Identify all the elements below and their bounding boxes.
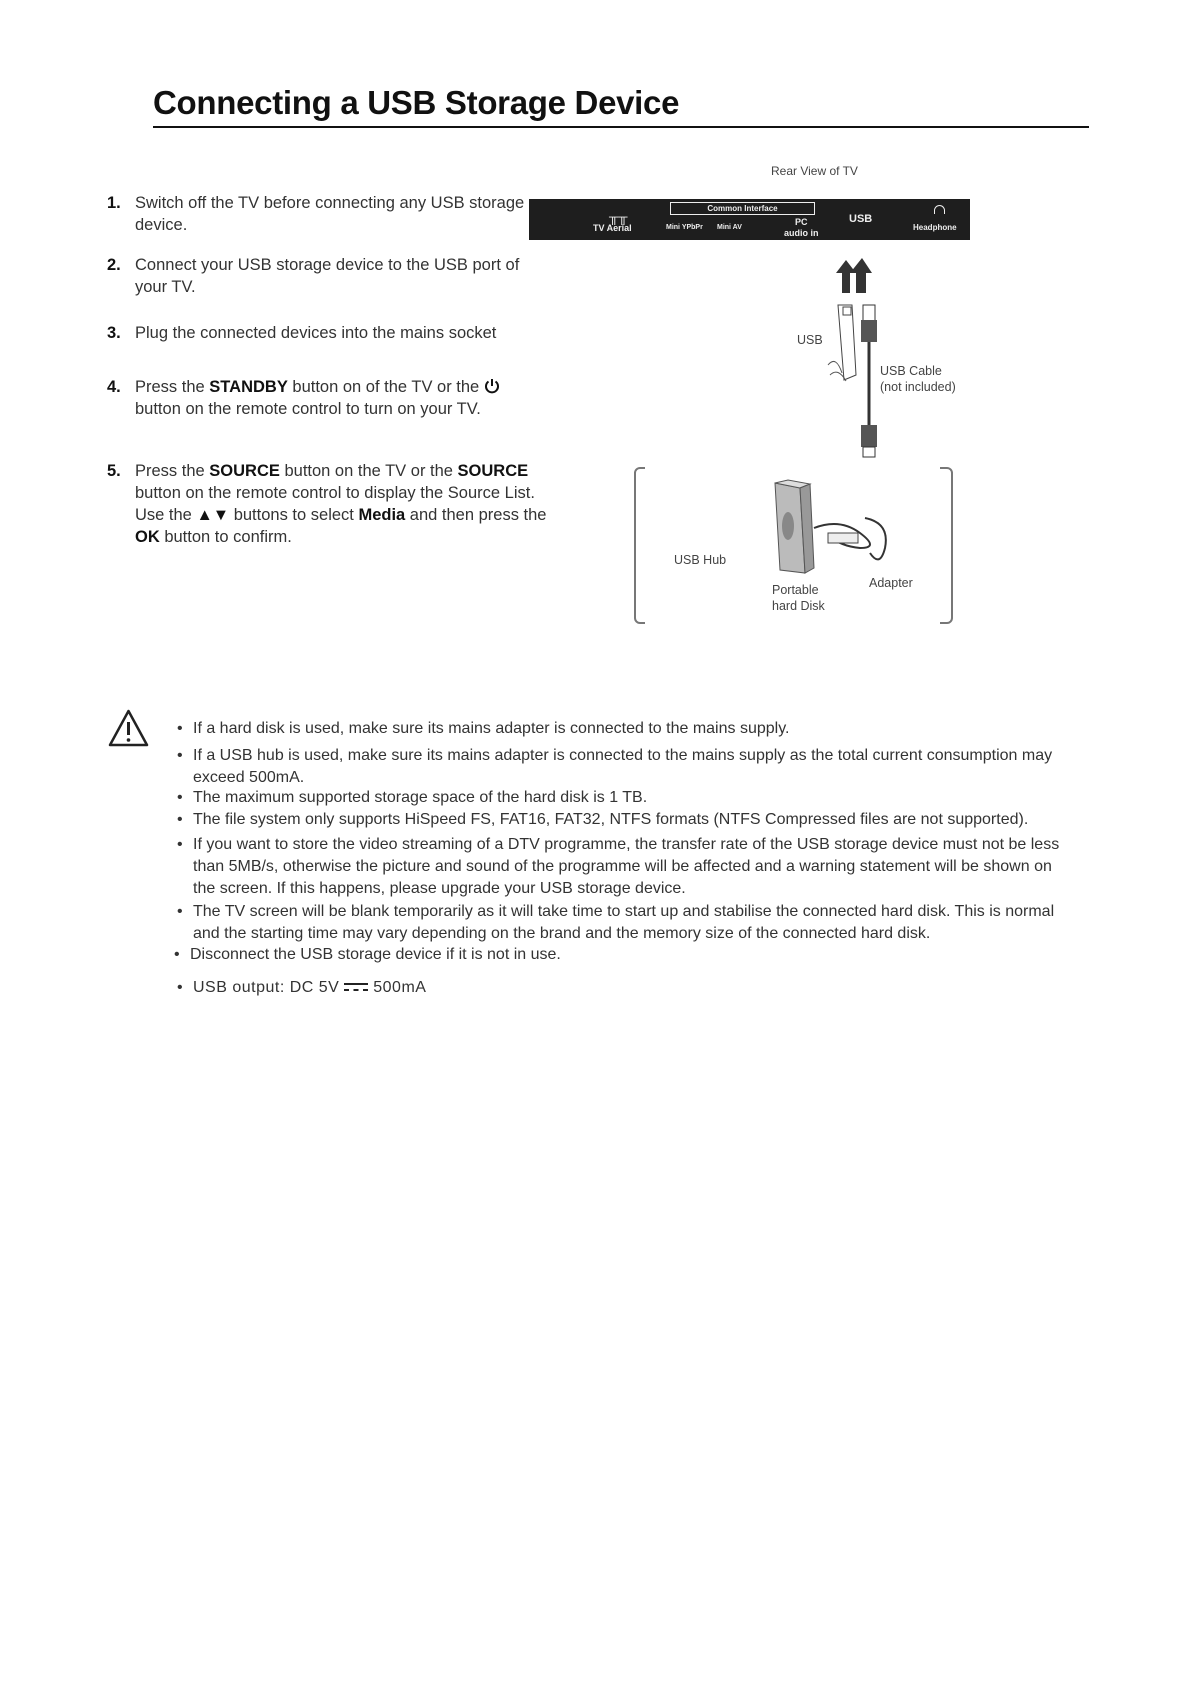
headphone-label: Headphone (913, 223, 957, 232)
usb-connection-illustration (800, 255, 920, 470)
tv-aerial-label: TV Aerial (593, 223, 632, 233)
warning-item: • If you want to store the video streaming of a DTV programme, the transfer rate of the USB storage device must not be less than 5MB/s, otherwise the picture and sound of the programme will be affected and a warning statement will be shown on the screen. If this happens, please upgrade your USB storage device. (177, 836, 1060, 897)
warning-item: • If a USB hub is used, make sure its mains adapter is connected to the mains supply as the total current consumption may exceed 500mA. (177, 747, 1053, 786)
adapter-label: Adapter (869, 576, 913, 590)
common-interface-slot: Common Interface (670, 202, 815, 215)
insert-arrows-icon (836, 258, 872, 293)
usb-cable-label: USB Cable (880, 364, 942, 378)
step-3: 3. Plug the connected devices into the mains socket (107, 324, 497, 342)
usb-label: USB (797, 333, 823, 347)
audio-in-label: audio in (784, 228, 819, 238)
mini-av-label: Mini AV (717, 224, 742, 231)
rear-view-label: Rear View of TV (771, 164, 858, 178)
title-divider (153, 126, 1089, 128)
not-included-label: (not included) (880, 380, 956, 394)
portable-label: Portable (772, 583, 819, 597)
mini-ypbpr-label: Mini YPbPr (666, 224, 703, 231)
step-2: 2. Connect your USB storage device to the USB port of your TV. (107, 256, 520, 296)
warning-item: • Disconnect the USB storage device if it is not in use. (174, 946, 561, 963)
power-icon (484, 378, 500, 394)
dc-symbol-icon (344, 981, 368, 993)
hard-disk-label: hard Disk (772, 599, 825, 613)
warning-item: • If a hard disk is used, make sure its mains adapter is connected to the mains supply. (177, 720, 790, 737)
aerial-icon: ╥╥ (609, 209, 628, 224)
usb-output-spec: • USB output: DC 5V 500mA (177, 979, 427, 996)
warning-item: • The TV screen will be blank temporarily as it will take time to start up and stabilise the connected hard disk. This is normal and the starting time may vary depending on the brand and the memory size of the connected hard disk. (177, 903, 1055, 942)
usb-port-label: USB (849, 213, 873, 225)
step-1: 1. Switch off the TV before connecting any USB storage device. (107, 194, 525, 234)
warning-icon (107, 708, 150, 748)
portable-hard-disk-illustration (770, 478, 920, 578)
tv-rear-panel (529, 199, 970, 240)
headphone-icon (934, 205, 945, 214)
usb-hub-label: USB Hub (674, 553, 727, 567)
warning-item: • The maximum supported storage space of the hard disk is 1 TB. (177, 789, 648, 806)
step-5: 5. Press the SOURCE button on the TV or the SOURCE button on the remote control to display the Source List. Use the ▲▼ buttons to select Media and then press the OK button to confirm. (107, 462, 547, 546)
page-title: Connecting a USB Storage Device (153, 84, 680, 121)
step-4: 4. Press the STANDBY button on of the TV or the button on the remote control to turn on your TV. (107, 376, 537, 420)
warning-item: • The file system only supports HiSpeed FS, FAT16, FAT32, NTFS formats (NTFS Compressed files are not supported). (177, 811, 1029, 828)
pc-label: PC (795, 217, 808, 227)
